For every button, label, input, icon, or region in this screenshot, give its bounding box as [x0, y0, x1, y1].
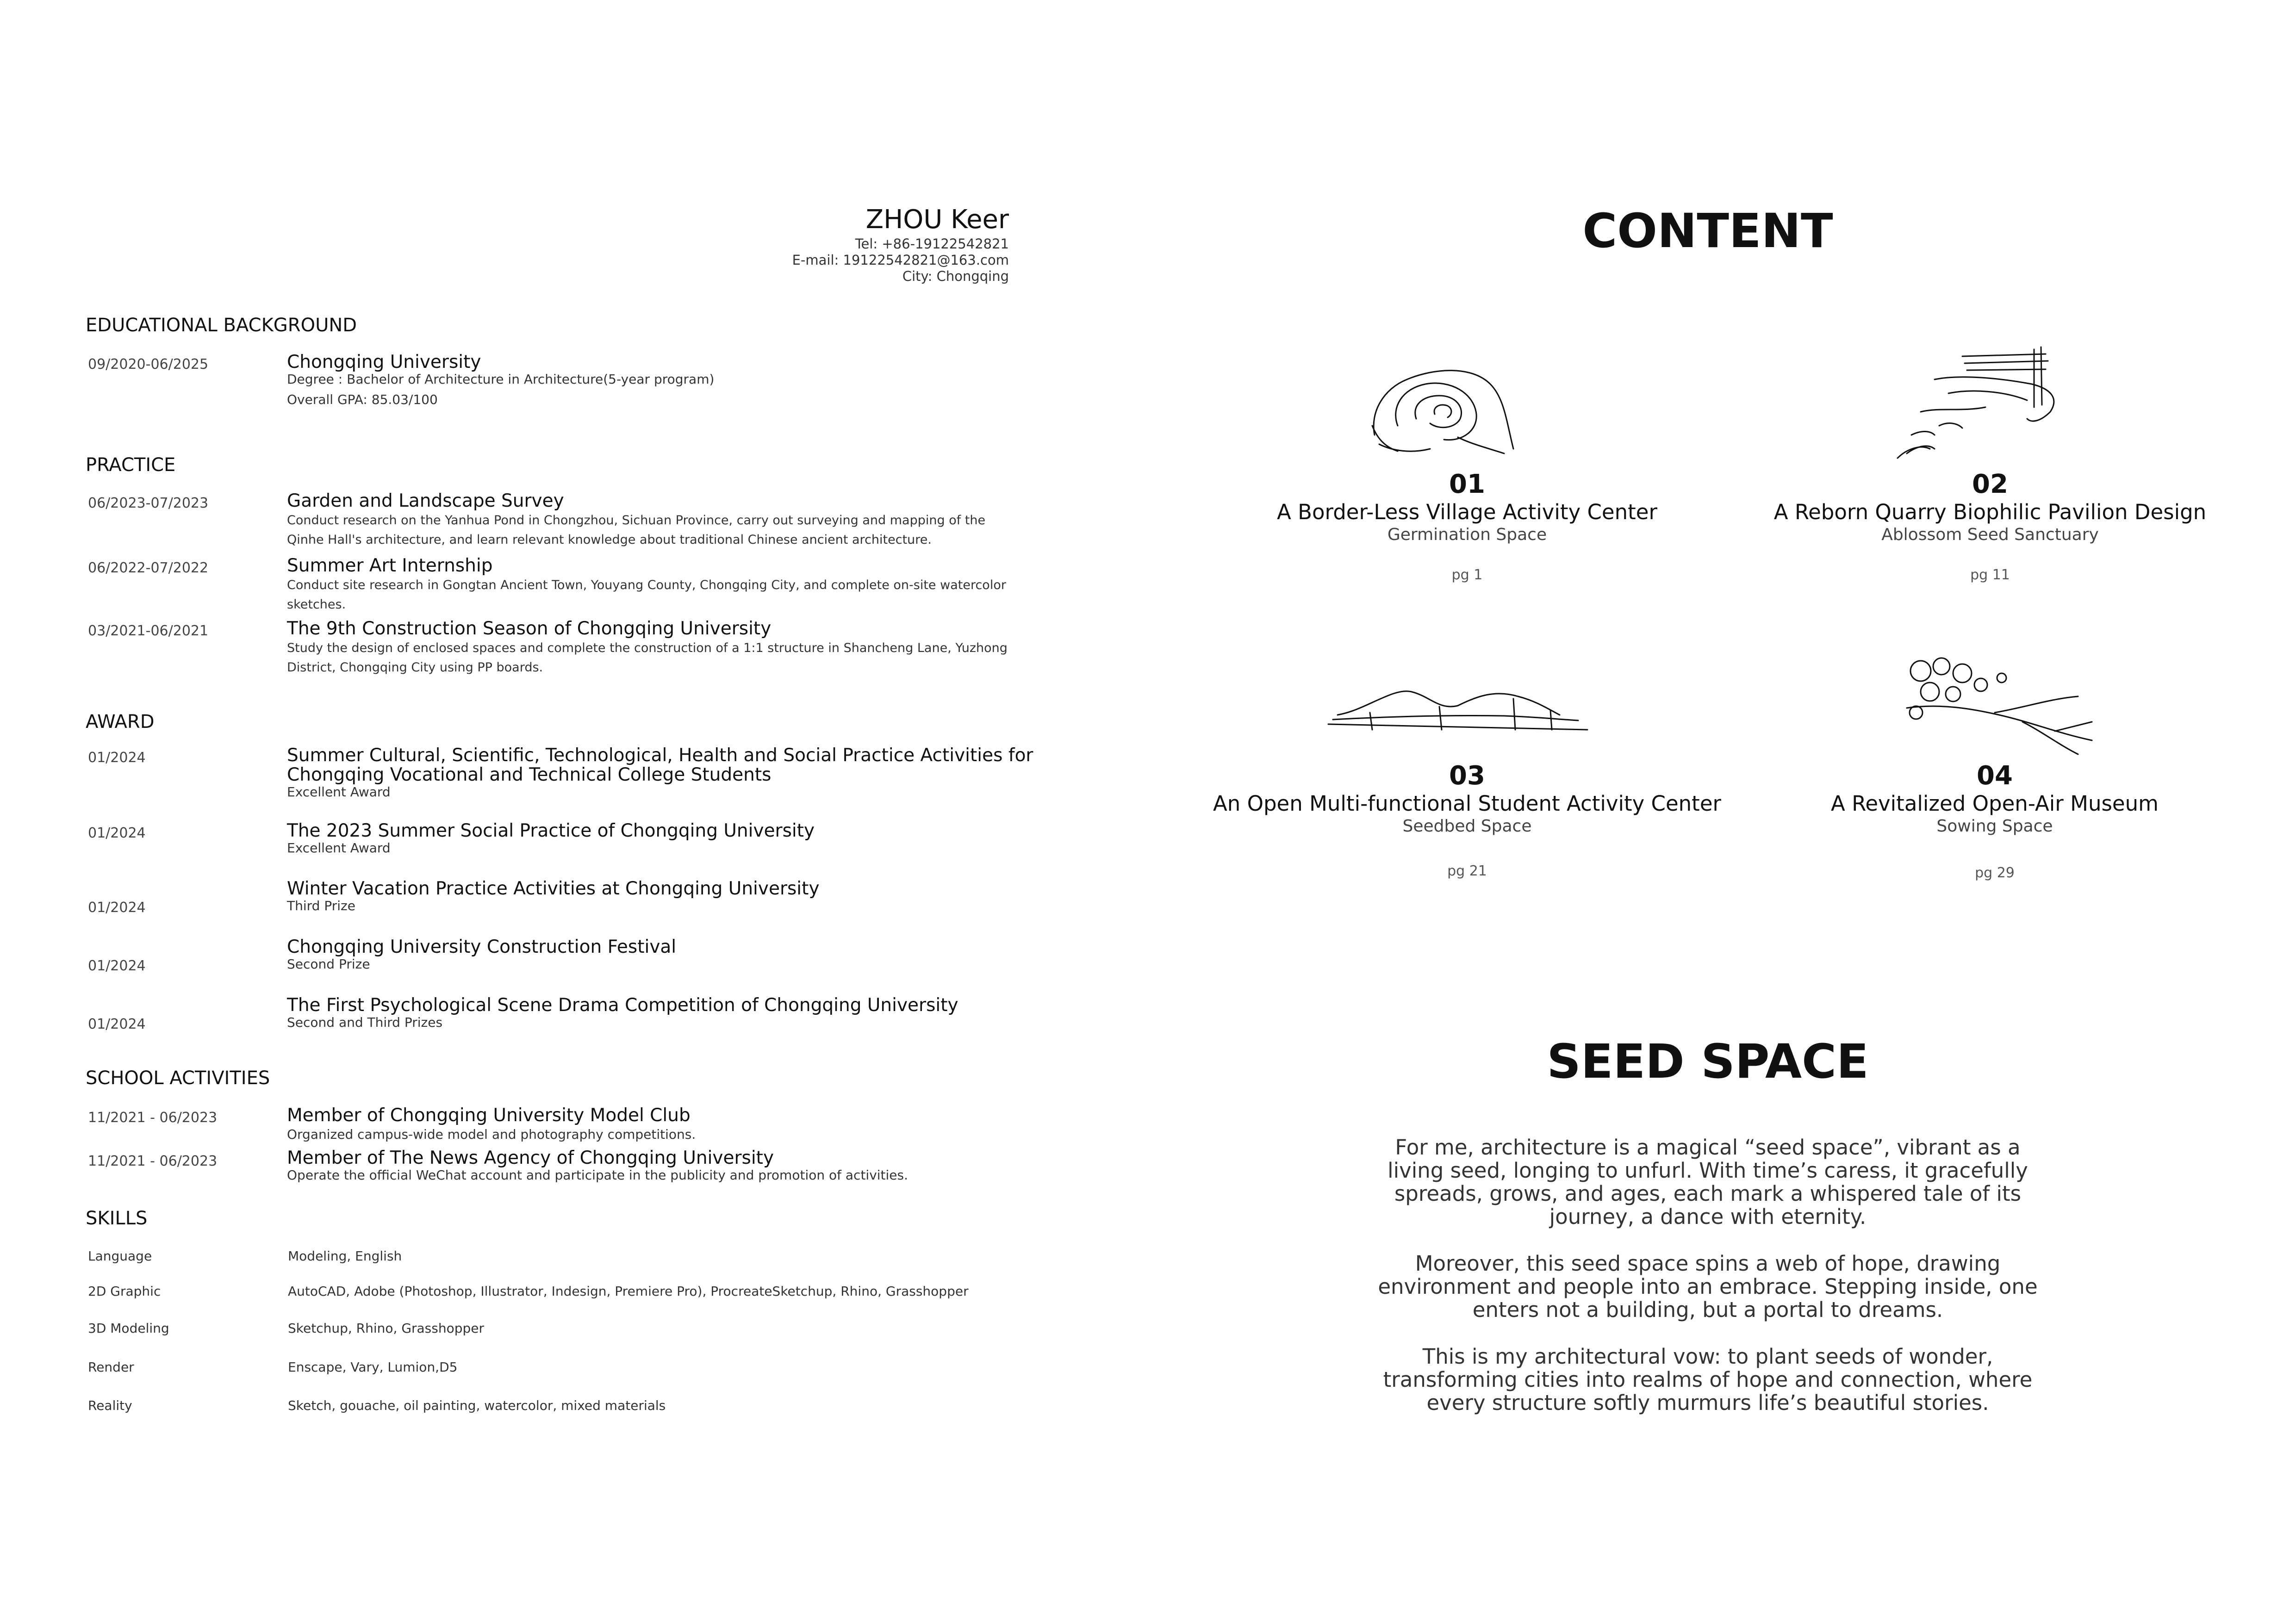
skill-label: Render	[88, 1359, 134, 1375]
skill-label: Reality	[88, 1398, 132, 1413]
award-level: Excellent Award	[287, 840, 391, 856]
entry-date: 01/2024	[88, 1016, 146, 1032]
project-subtitle: Ablossom Seed Sanctuary	[1881, 525, 2099, 544]
sketch-spiral-icon	[1365, 356, 1523, 458]
activity-entry	[88, 1148, 1018, 1183]
entry-title: Summer Cultural, Scientific, Technological, Health and Social Practice Activities for Chongqing Vocational and Technical College Students	[287, 745, 1033, 785]
award-entry	[88, 996, 1018, 1030]
education-entry	[88, 353, 1018, 407]
phone-number: Tel: +86-19122542821	[855, 236, 1009, 252]
essay-paragraph: This is my architectural vow: to plant seeds of wonder, transforming cities into realms of hope and connection, where every structure softly murmurs life’s beautiful stories.	[1383, 1344, 2033, 1415]
award-level: Third Prize	[287, 898, 355, 913]
award-entry	[88, 878, 1018, 916]
entry-date: 01/2024	[88, 958, 146, 974]
skill-row	[88, 1397, 1014, 1414]
award-level: Second and Third Prizes	[287, 1015, 443, 1030]
project-number: 02	[1972, 469, 2008, 499]
essay-paragraph: For me, architecture is a magical “seed space”, vibrant as a living seed, longing to unfurl. With time’s caress, it gracefully spreads, grows, and ages, each mark a whispered tale of its journey, a dance with eternity.	[1388, 1135, 2028, 1229]
entry-date: 03/2021-06/2021	[88, 623, 209, 639]
award-entry	[88, 745, 1033, 800]
project-title: A Border-Less Village Activity Center	[1277, 500, 1657, 524]
gpa-text: Overall GPA: 85.03/100	[287, 392, 438, 407]
skill-label: 3D Modeling	[88, 1321, 169, 1336]
project-card[interactable]	[1694, 761, 2296, 881]
seed-space-essay	[1375, 1136, 2041, 1438]
project-number: 01	[1449, 469, 1485, 499]
entry-date: 09/2020-06/2025	[88, 356, 209, 372]
award-entry	[88, 821, 1018, 856]
skill-value: AutoCAD, Adobe (Photoshop, Illustrator, Indesign, Premiere Pro), ProcreateSketchup, Rhino, Grasshopper	[288, 1284, 969, 1299]
project-title: A Reborn Quarry Biophilic Pavilion Design	[1773, 500, 2207, 524]
entry-title: The First Psychological Scene Drama Competition of Chongqing University	[287, 995, 958, 1016]
skill-value: Sketchup, Rhino, Grasshopper	[288, 1321, 485, 1336]
project-subtitle: Sowing Space	[1936, 817, 2053, 836]
skill-row	[88, 1283, 1014, 1300]
entry-date: 06/2022-07/2022	[88, 560, 209, 576]
award-level: Excellent Award	[287, 784, 391, 800]
entry-title: The 2023 Summer Social Practice of Chongqing University	[287, 820, 815, 841]
project-page: pg 21	[1447, 863, 1487, 879]
seed-space-heading: SEED SPACE	[1547, 1034, 1869, 1089]
entry-title: Member of Chongqing University Model Club	[287, 1105, 691, 1126]
section-heading-skills: SKILLS	[86, 1208, 148, 1229]
project-page: pg 29	[1975, 865, 2015, 881]
entry-date: 11/2021 - 06/2023	[88, 1110, 218, 1126]
entry-description: Conduct research on the Yanhua Pond in Chongzhou, Sichuan Province, carry out surveying and mapping of the Qinhe Hall's architecture, and learn relevant knowledge about traditional Chinese ancient architecture.	[287, 513, 986, 547]
entry-date: 11/2021 - 06/2023	[88, 1153, 218, 1169]
essay-paragraph: Moreover, this seed space spins a web of hope, drawing environment and people into an embrace. Stepping inside, one enters not a building, but a portal to dreams.	[1378, 1251, 2038, 1322]
skill-row	[88, 1359, 1014, 1376]
entry-description: Operate the official WeChat account and participate in the publicity and promotion of activities.	[287, 1167, 908, 1183]
practice-entry	[88, 619, 1018, 677]
entry-title: Member of The News Agency of Chongqing University	[287, 1148, 774, 1168]
section-heading-education: EDUCATIONAL BACKGROUND	[86, 315, 357, 336]
resume-header	[694, 204, 1009, 285]
project-title: A Revitalized Open-Air Museum	[1831, 791, 2159, 816]
sketch-quarry-icon	[1893, 342, 2078, 467]
entry-date: 06/2023-07/2023	[88, 495, 209, 511]
skill-value: Modeling, English	[288, 1248, 402, 1264]
project-title: An Open Multi-functional Student Activity Center	[1213, 791, 1722, 816]
section-heading-award: AWARD	[86, 711, 155, 732]
skill-label: Language	[88, 1248, 152, 1264]
entry-date: 01/2024	[88, 825, 146, 841]
award-entry	[88, 937, 1018, 972]
project-card[interactable]	[1689, 470, 2291, 583]
sketch-branch-icon	[1902, 652, 2097, 759]
activity-entry	[88, 1106, 1018, 1142]
skill-label: 2D Graphic	[88, 1284, 161, 1299]
entry-date: 01/2024	[88, 750, 146, 766]
project-number: 03	[1449, 761, 1485, 791]
skill-row	[88, 1248, 1014, 1265]
content-heading: CONTENT	[1582, 204, 1833, 259]
entry-title: The 9th Construction Season of Chongqing University	[287, 618, 772, 639]
project-page: pg 11	[1970, 567, 2010, 583]
skill-row	[88, 1320, 1014, 1337]
degree-text: Degree : Bachelor of Architecture in Architecture(5-year program)	[287, 372, 715, 387]
entry-description: Conduct site research in Gongtan Ancient Town, Youyang County, Chongqing City, and complete on-site watercolor sketches.	[287, 578, 1006, 612]
entry-title: Winter Vacation Practice Activities at Chongqing University	[287, 878, 820, 899]
practice-entry	[88, 491, 1018, 550]
practice-entry	[88, 556, 1018, 614]
city: City: Chongqing	[902, 268, 1009, 284]
entry-description: Organized campus-wide model and photography competitions.	[287, 1127, 696, 1142]
project-card[interactable]	[1166, 470, 1768, 583]
sketch-roofline-icon	[1319, 678, 1597, 738]
entry-title: Chongqing University	[287, 352, 481, 372]
skill-value: Sketch, gouache, oil painting, watercolor, mixed materials	[288, 1398, 666, 1413]
entry-title: Chongqing University Construction Festival	[287, 937, 677, 957]
project-subtitle: Seedbed Space	[1402, 817, 1532, 836]
skill-value: Enscape, Vary, Lumion,D5	[288, 1359, 458, 1375]
entry-title: Garden and Landscape Survey	[287, 490, 564, 511]
section-heading-activities: SCHOOL ACTIVITIES	[86, 1068, 270, 1089]
project-subtitle: Germination Space	[1387, 525, 1547, 544]
person-name: ZHOU Keer	[865, 205, 1009, 235]
project-number: 04	[1977, 761, 2013, 791]
entry-date: 01/2024	[88, 900, 146, 916]
project-card[interactable]	[1166, 761, 1768, 879]
entry-title: Summer Art Internship	[287, 555, 493, 576]
award-level: Second Prize	[287, 956, 370, 972]
project-page: pg 1	[1451, 567, 1483, 583]
entry-description: Study the design of enclosed spaces and complete the construction of a 1:1 structure in Shancheng Lane, Yuzhong District, Chongqing City using PP boards.	[287, 641, 1008, 675]
section-heading-practice: PRACTICE	[86, 454, 176, 476]
email-address: E-mail: 19122542821@163.com	[792, 252, 1009, 268]
